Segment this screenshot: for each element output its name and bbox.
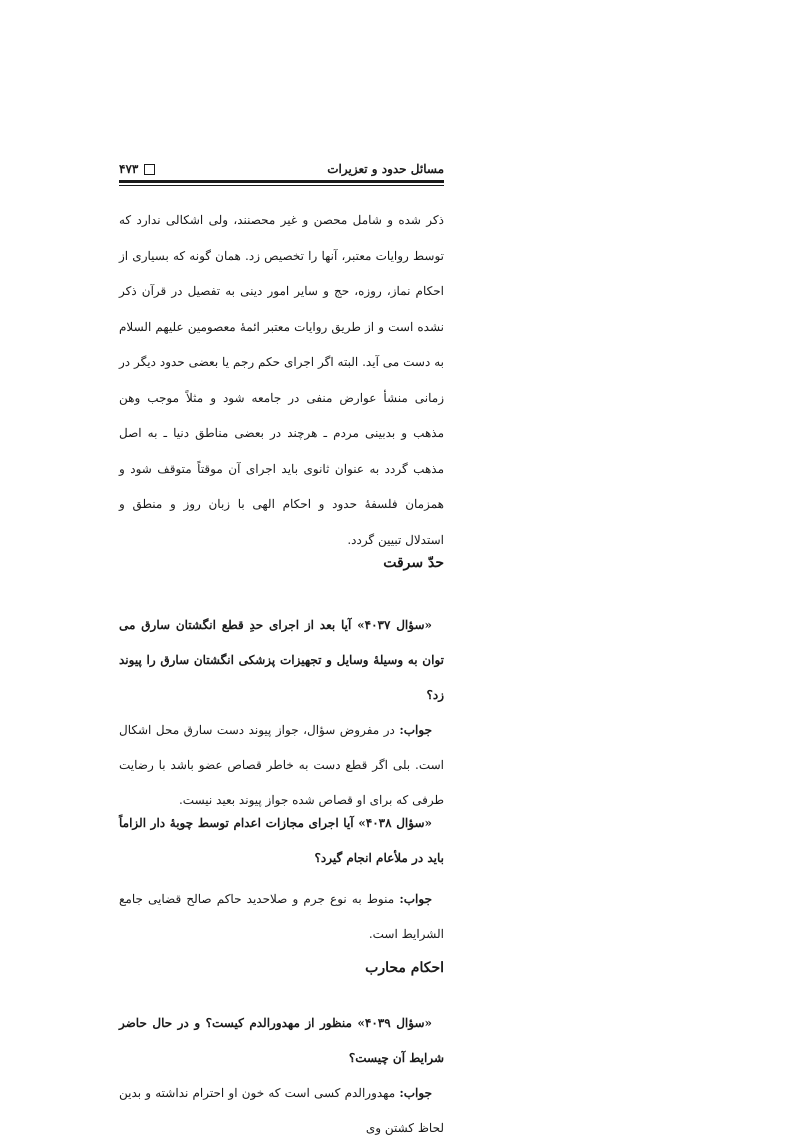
page-number-block [119,162,155,176]
answer-label: جواب: [399,892,432,906]
section-heading-theft: حدّ سرقت [383,555,444,571]
question-block-4039 [119,1006,444,1146]
header-rule-thin [119,185,444,186]
running-title: مسائل حدود و تعزیرات [327,162,444,176]
question-text: «سؤال ۴۰۳۷» آیا بعد از اجرای حدِ قطع انگشتان سارق می توان به وسیلهٔ وسایل و تجهیزات پزشکی انگشتان سارق را پیوند زد؟ [119,618,444,702]
answer-paragraph [119,882,444,952]
intro-paragraph-text: ذکر شده و شامل محصن و غیر محصنند، ولی اشکالی ندارد که توسط روایات معتبر، آنها را تخصیص زد. همان گونه که بسیاری از احکام نماز، روزه، حج و سایر امور دینی به تفصیل در قرآن ذکر نشده است و از طریق روایات معتبر ائمهٔ معصومین علیهم السلام به دست می آید. البته اگر اجرای حکم رجم یا بعضی حدود دیگر در زمانی منشأ عوارض منفی در جامعه شود و مثلاً موجب وهن مذهب و بدبینی مردم ـ هرچند در بعضی مناطق دنیا ـ به اصل مذهب گردد به عنوان ثانوی باید اجرای آن موقتاً متوقف شود و همزمان فلسفهٔ حدود و احکام الهی با زبان روز و منطق و استدلال تبیین گردد. [119,213,444,547]
question-text: «سؤال ۴۰۳۸» آیا اجرای مجازات اعدام توسط چوبهٔ دار الزاماً باید در ملأعام انجام گیرد؟ [119,816,444,865]
question-block-4038 [119,806,444,952]
intro-paragraph [119,203,444,558]
answer-text: در مفروض سؤال، جواز پیوند دست سارق محل اشکال است. بلی اگر قطع دست به خاطر قصاص عضو باشد با رضایت طرفی که برای او قصاص شده جواز پیوند بعید نیست. [119,723,444,807]
running-head [119,148,444,176]
square-ornament-icon [144,164,155,175]
answer-text: منوط به نوع جرم و صلاحدید حاکم صالح قضایی جامع الشرایط است. [119,892,444,941]
section-heading-combatant: احکام محارب [365,960,444,976]
answer-paragraph [119,1076,444,1146]
question-block-4037 [119,608,444,818]
header-rule-thick [119,180,444,183]
answer-label: جواب: [399,1086,432,1100]
answer-label: جواب: [399,723,432,737]
page-number: ۴۷۳ [119,162,139,176]
answer-paragraph [119,713,444,818]
question-text: «سؤال ۴۰۳۹» منظور از مهدورالدم کیست؟ و در حال حاضر شرایط آن چیست؟ [119,1016,444,1065]
answer-text: مهدورالدم کسی است که خون او احترام نداشته و بدین لحاظ کشتن وی [119,1086,444,1135]
